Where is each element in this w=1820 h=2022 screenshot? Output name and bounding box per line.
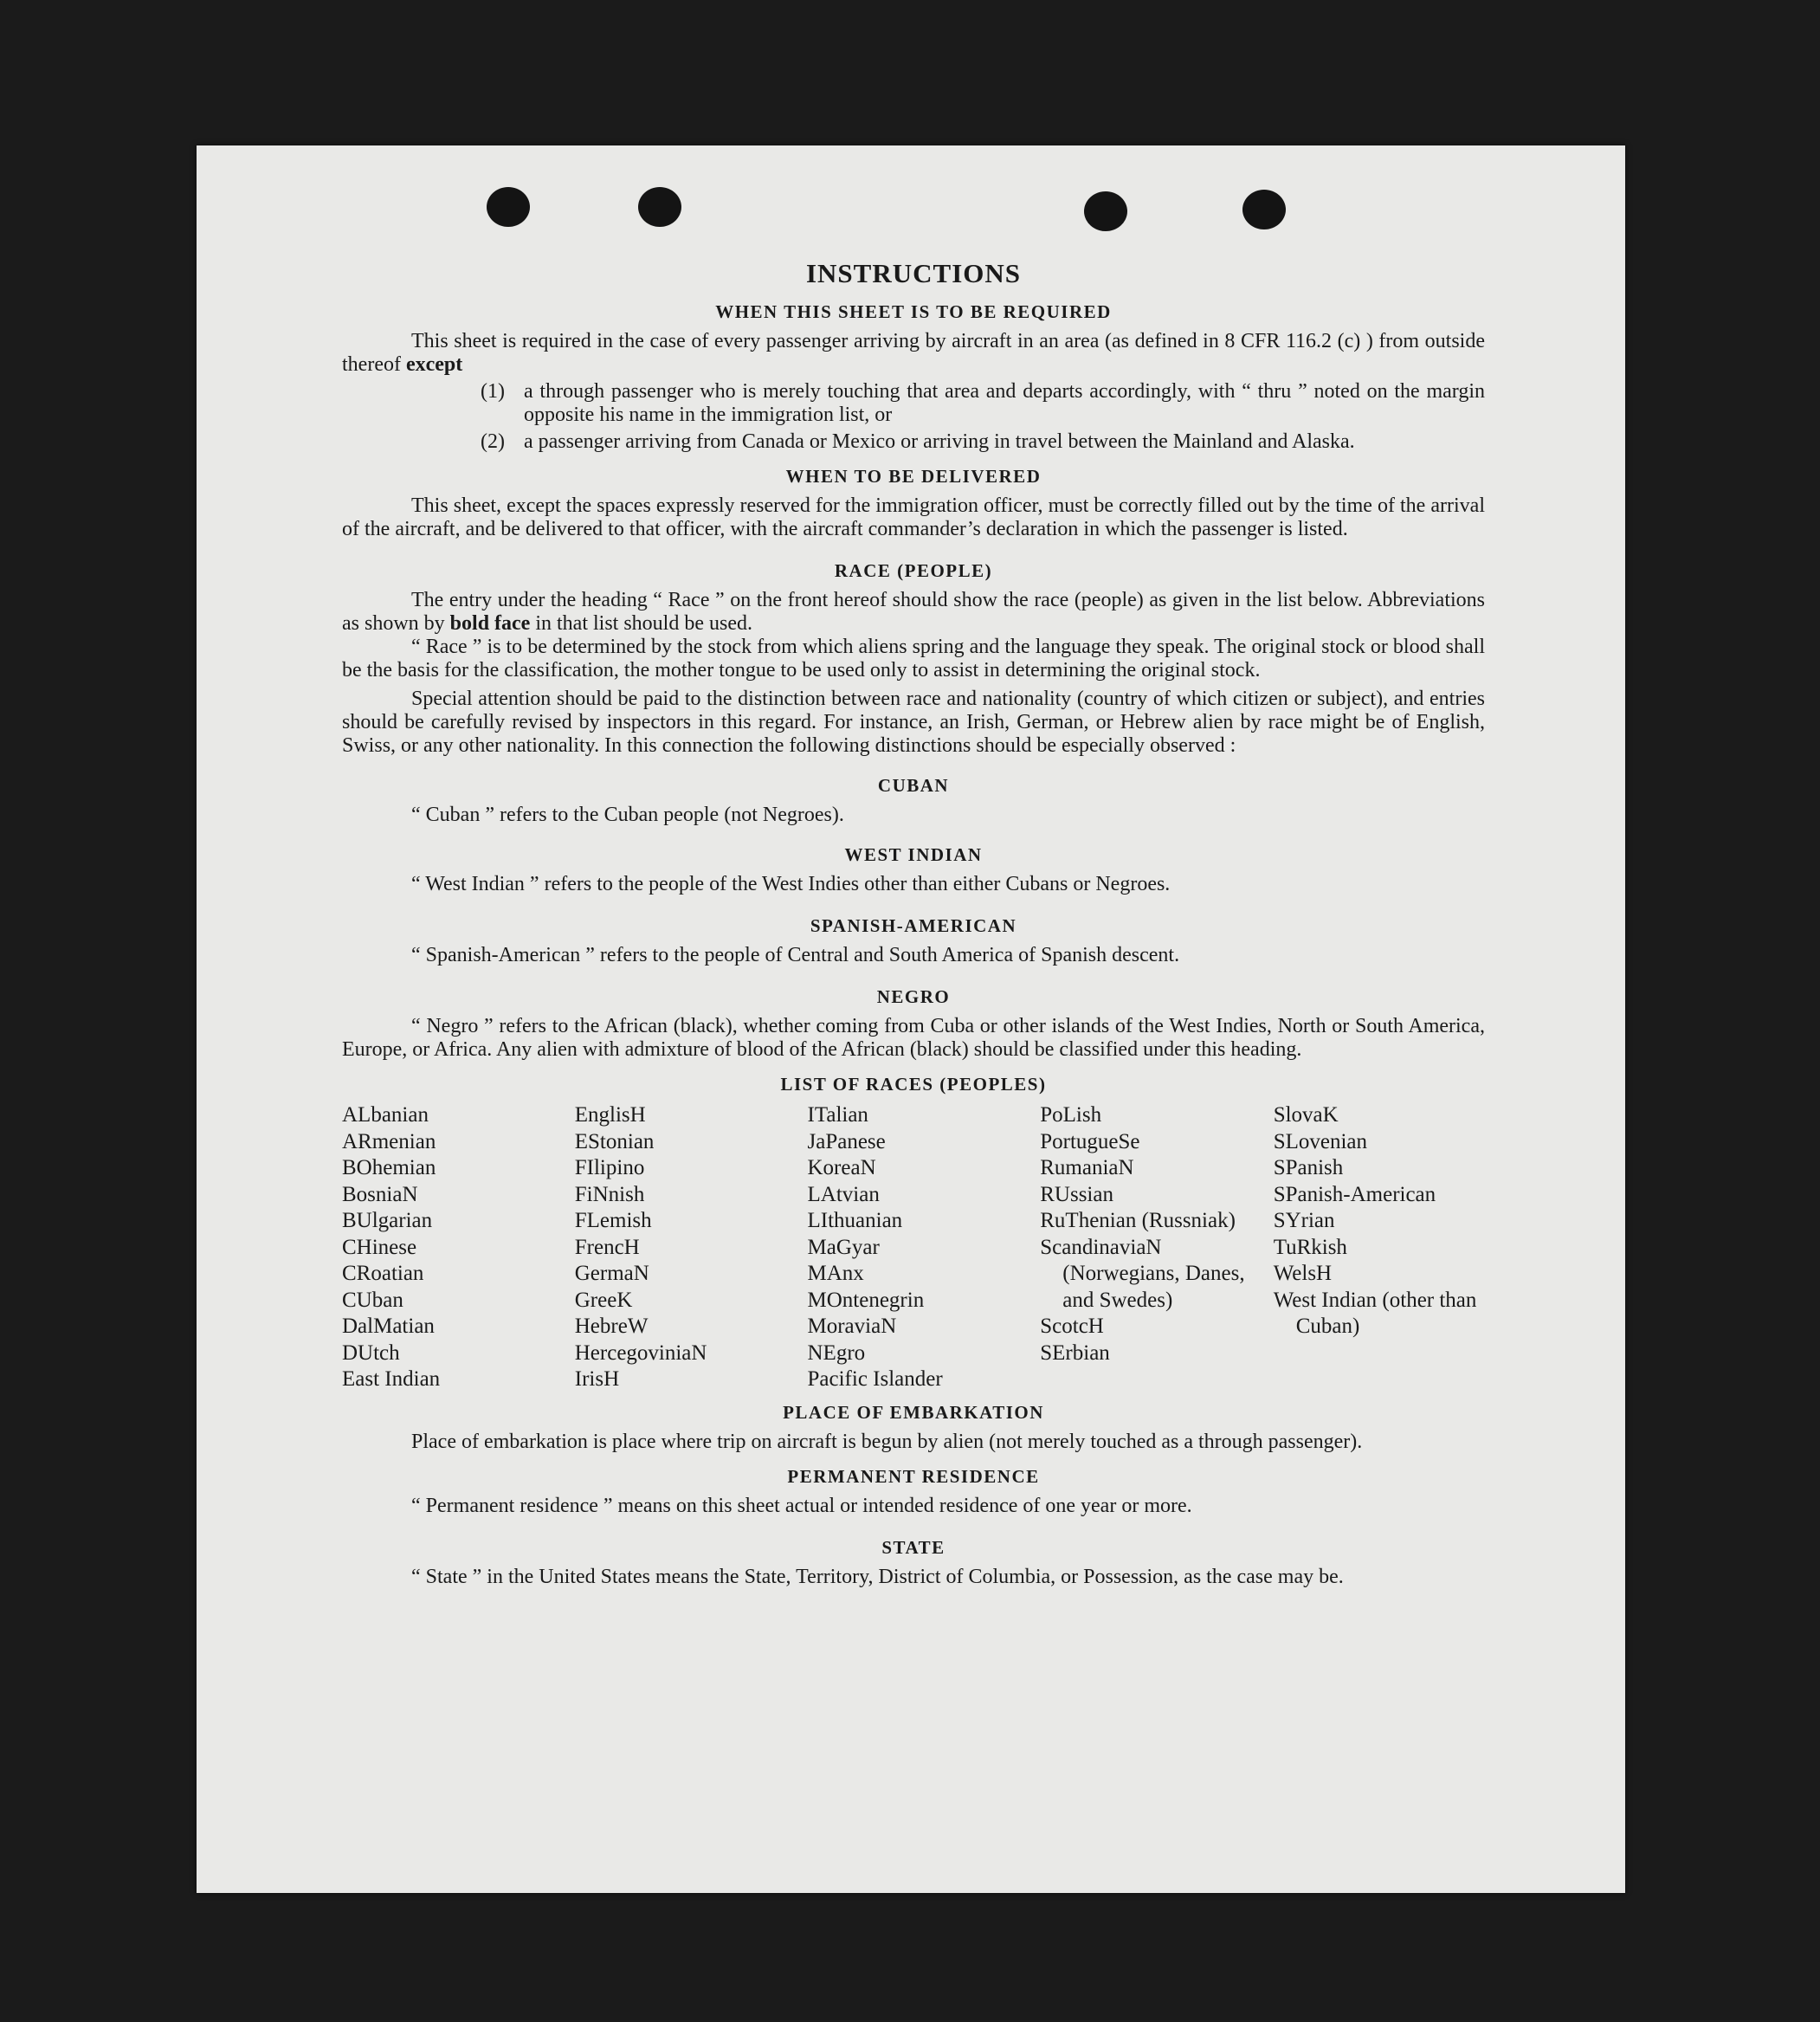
race-item: SYrian: [1273, 1209, 1335, 1232]
race-column: [575, 1102, 808, 1393]
race-item: SPanish: [1273, 1156, 1344, 1179]
paragraph: “ Race ” is to be determined by the stock from which aliens spring and the language they speak. The original stock or blood shall be the basis for the classification, the mother tongue to be used only to assist in determining the original stock.: [342, 636, 1485, 682]
paragraph: This sheet is required in the case of every passenger arriving by aircraft in an area (as defined in 8 CFR 116.2 (c) ) from outside thereof except: [342, 330, 1485, 376]
section-heading: LIST OF RACES (PEOPLES): [780, 1074, 1047, 1095]
race-item: FLemish: [574, 1209, 652, 1232]
race-item: EnglisH: [574, 1103, 646, 1127]
race-item: ScotcH: [1040, 1315, 1104, 1338]
paragraph: Special attention should be paid to the distinction between race and nationality (country of which citizen or subject), and entries should be carefully revised by inspectors in this regard. For instance, an Irish, German, or Hebrew alien by race might be of English, Swiss, or any other nationality. In this connection the following distinctions should be especially observed :: [342, 688, 1485, 757]
paragraph: “ West Indian ” refers to the people of the West Indies other than either Cubans or Negroes.: [411, 873, 1171, 895]
race-item: DalMatian: [342, 1315, 435, 1338]
race-item: RUssian: [1040, 1182, 1113, 1206]
race-item: MaGyar: [807, 1235, 880, 1259]
race-column: [1274, 1102, 1485, 1393]
race-item: FiNnish: [574, 1182, 645, 1206]
race-item: SLovenian: [1273, 1129, 1368, 1153]
race-item: MOntenegrin: [807, 1288, 925, 1312]
section-heading: WHEN THIS SHEET IS TO BE REQUIRED: [715, 301, 1112, 322]
race-item: CHinese: [342, 1235, 417, 1259]
section-heading: WHEN TO BE DELIVERED: [785, 466, 1042, 487]
section-heading: PLACE OF EMBARKATION: [783, 1401, 1044, 1423]
race-item: FIlipino: [574, 1156, 645, 1179]
race-item: GermaN: [574, 1262, 649, 1285]
race-item: CUban: [342, 1288, 403, 1312]
paragraph: “ Spanish-American ” refers to the people of Central and South America of Spanish descent.: [411, 944, 1180, 966]
section-heading: CUBAN: [877, 775, 950, 796]
paragraph: “ Permanent residence ” means on this sheet actual or intended residence of one year or more.: [411, 1494, 1192, 1517]
race-item: HebreW: [574, 1315, 649, 1338]
race-item: JaPanese: [807, 1129, 886, 1153]
race-item: BOhemian: [342, 1156, 436, 1179]
race-item: ARmenian: [342, 1129, 436, 1153]
document-sheet: [197, 145, 1625, 1893]
race-item: LAtvian: [807, 1182, 880, 1206]
race-column: [1040, 1102, 1247, 1393]
document-content: [342, 258, 1485, 1589]
race-item: BUlgarian: [342, 1209, 433, 1232]
section-heading: RACE (PEOPLE): [834, 560, 993, 581]
race-column: [808, 1102, 1041, 1393]
race-item: ITalian: [807, 1103, 868, 1127]
punch-hole: [638, 187, 681, 227]
race-item: MoraviaN: [807, 1315, 897, 1338]
race-item: BosniaN: [342, 1182, 418, 1206]
race-item: MAnx: [807, 1262, 864, 1285]
race-item: IrisH: [574, 1367, 620, 1391]
race-item: West Indian (other than Cuban): [1273, 1288, 1477, 1338]
section-heading: SPANISH-AMERICAN: [810, 915, 1017, 936]
paragraph: “ Cuban ” refers to the Cuban people (not Negroes).: [411, 804, 844, 826]
section-heading: STATE: [881, 1536, 945, 1558]
section-heading: WEST INDIAN: [844, 844, 983, 865]
race-item: TuRkish: [1273, 1235, 1347, 1259]
punch-hole: [1242, 190, 1286, 229]
race-item: SPanish-American: [1273, 1182, 1436, 1206]
race-item: PoLish: [1040, 1103, 1102, 1127]
race-item: ScandinaviaN (Norwegians, Danes, and Swedes): [1040, 1235, 1245, 1312]
paragraph: The entry under the heading “ Race ” on the front hereof should show the race (people) as given in the list below. Abbreviations as shown by bold face in that list should be used.: [342, 589, 1485, 635]
race-item: Pacific Islander: [807, 1367, 943, 1391]
race-item: WelsH: [1273, 1262, 1333, 1285]
race-item: RumaniaN: [1040, 1156, 1134, 1179]
race-item: NEgro: [807, 1340, 866, 1365]
paragraph: “ Negro ” refers to the African (black), whether coming from Cuba or other islands of the West Indies, North or South America, Europe, or Africa. Any alien with admixture of blood of the African (black) should be classified under this heading.: [342, 1015, 1485, 1061]
punch-hole: [1084, 191, 1127, 231]
paragraph: This sheet, except the spaces expressly reserved for the immigration officer, must be correctly filled out by the time of the arrival of the aircraft, and be delivered to that officer, with the aircraft commander’s declaration in which the passenger is listed.: [342, 494, 1485, 540]
punch-hole: [487, 187, 530, 227]
race-item: ALbanian: [342, 1103, 429, 1127]
section-heading: NEGRO: [876, 986, 951, 1007]
list-item: (1) a through passenger who is merely touching that area and departs accordingly, with “ thru ” noted on the margin opposite his name in the immigration list, or: [481, 380, 1485, 426]
race-item: SErbian: [1040, 1340, 1110, 1365]
race-item: DUtch: [342, 1340, 400, 1365]
race-item: SlovaK: [1273, 1103, 1339, 1127]
race-item: HercegoviniaN: [574, 1340, 707, 1365]
paragraph: Place of embarkation is place where trip on aircraft is begun by alien (not merely touched as a through passenger).: [411, 1430, 1363, 1453]
race-item: CRoatian: [342, 1262, 424, 1285]
race-item: East Indian: [342, 1367, 441, 1391]
race-list: [342, 1102, 1485, 1393]
exception-list: [481, 380, 1485, 454]
section-heading: PERMANENT RESIDENCE: [787, 1465, 1040, 1487]
race-item: GreeK: [574, 1288, 633, 1312]
list-item: (2) a passenger arriving from Canada or Mexico or arriving in travel between the Mainland and Alaska.: [481, 430, 1355, 453]
race-item: RuThenian (Russniak): [1040, 1209, 1236, 1232]
page-title: INSTRUCTIONS: [805, 258, 1021, 288]
race-item: KoreaN: [807, 1156, 876, 1179]
race-item: EStonian: [574, 1129, 655, 1153]
race-column: [342, 1102, 575, 1393]
race-item: PortugueSe: [1040, 1129, 1140, 1153]
paragraph: “ State ” in the United States means the State, Territory, District of Columbia, or Possession, as the case may be.: [411, 1565, 1344, 1588]
race-item: FrencH: [574, 1235, 640, 1259]
race-item: LIthuanian: [807, 1209, 903, 1232]
